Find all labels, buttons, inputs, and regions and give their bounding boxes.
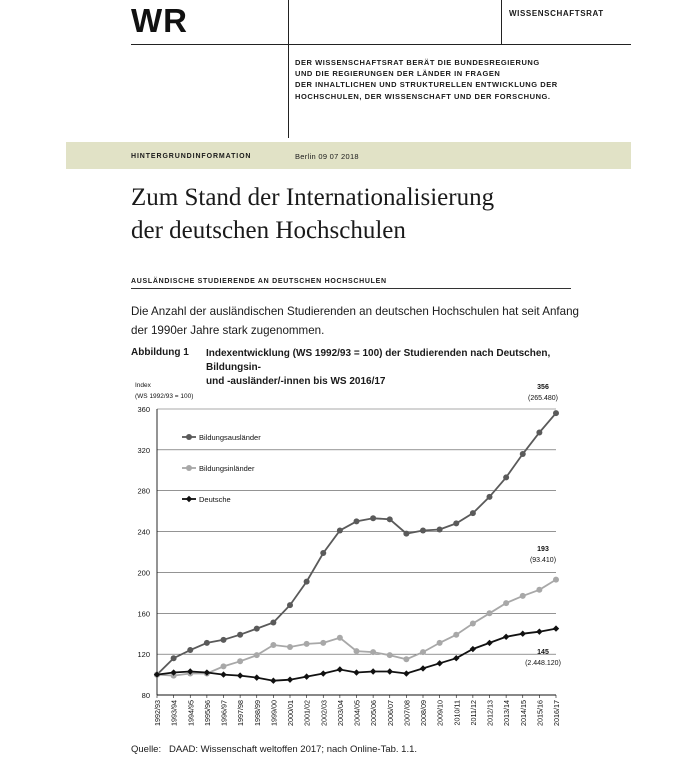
- x-tick-label: 1994/95: [186, 700, 196, 726]
- y-tick-label: 280: [137, 486, 150, 496]
- data-point: [237, 632, 243, 638]
- data-point: [254, 626, 260, 632]
- data-point: [503, 474, 509, 480]
- data-point: [354, 648, 360, 654]
- data-point: [270, 678, 276, 684]
- data-point: [487, 610, 493, 616]
- end-labels: [525, 384, 561, 667]
- x-tick-label: 2003/04: [335, 700, 345, 726]
- figure-label: Abbildung 1: [131, 347, 189, 358]
- data-point: [304, 641, 310, 647]
- data-point: [553, 625, 559, 631]
- mission-line: DER INHALTLICHEN UND STRUKTURELLEN ENTWICKLUNG DER: [295, 80, 558, 90]
- data-point: [487, 494, 493, 500]
- x-tick-label: 2007/08: [402, 700, 412, 726]
- x-tick-label: 1992/93: [153, 700, 162, 726]
- title-line: Zum Stand der Internationalisierung: [131, 184, 495, 211]
- mission-line: UND DIE REGIERUNGEN DER LÄNDER IN FRAGEN: [295, 69, 501, 79]
- title-line: der deutschen Hochschulen: [131, 217, 406, 244]
- legend-marker: [186, 434, 192, 440]
- x-tick-label: 1999/00: [269, 700, 279, 726]
- data-point: [370, 649, 376, 655]
- y-axis-label: Index: [135, 382, 151, 389]
- band-label: HINTERGRUNDINFORMATION: [131, 153, 252, 160]
- source-text: DAAD: Wissenschaft weltoffen 2017; nach Online-Tab. 1.1.: [169, 744, 418, 755]
- data-point: [520, 631, 526, 637]
- data-point: [403, 656, 409, 662]
- data-point: [420, 528, 426, 534]
- legend-label: Bildungsausländer: [199, 433, 261, 442]
- legend-marker: [186, 465, 192, 471]
- data-point: [387, 516, 393, 522]
- x-tick-label: 2016/17: [552, 700, 561, 726]
- caption-line: Indexentwicklung (WS 1992/93 = 100) der Studierenden nach Deutschen, Bildungsin-: [206, 348, 551, 373]
- y-tick-label: 80: [141, 691, 150, 700]
- data-point: [553, 577, 559, 583]
- axes: [137, 405, 561, 726]
- data-point: [536, 429, 542, 435]
- data-point: [221, 637, 227, 643]
- data-point: [536, 628, 542, 634]
- legend-label: Deutsche: [199, 495, 231, 504]
- source-label: Quelle:: [131, 744, 162, 755]
- data-point: [287, 602, 293, 608]
- data-point: [303, 673, 309, 679]
- data-point: [553, 410, 559, 416]
- data-point: [237, 658, 243, 664]
- x-tick-label: 2011/12: [468, 700, 478, 726]
- series-line: [157, 580, 556, 676]
- data-point: [470, 510, 476, 516]
- x-tick-label: 2009/10: [435, 700, 445, 726]
- data-point: [204, 640, 210, 646]
- x-tick-label: 2002/03: [319, 700, 329, 726]
- data-point: [337, 635, 343, 641]
- end-label-count: (265.480): [528, 395, 558, 402]
- data-point: [220, 671, 226, 677]
- data-point: [453, 632, 459, 638]
- x-tick-label: 2010/11: [452, 700, 462, 726]
- data-point: [470, 621, 476, 627]
- data-point: [187, 647, 193, 653]
- y-tick-label: 160: [137, 609, 150, 619]
- data-point: [353, 669, 359, 675]
- data-point: [221, 663, 227, 669]
- data-point: [320, 670, 326, 676]
- data-point: [237, 672, 243, 678]
- x-tick-label: 1997/98: [236, 700, 246, 726]
- y-tick-label: 200: [137, 568, 150, 578]
- y-tick-label: 320: [137, 445, 150, 455]
- mission-line: HOCHSCHULEN, DER WISSENSCHAFT UND DER FORSCHUNG.: [295, 91, 551, 101]
- series-line: [157, 413, 556, 674]
- y-axis-label: (WS 1992/93 = 100): [135, 393, 194, 400]
- data-point: [370, 515, 376, 521]
- x-tick-label: 2006/07: [385, 700, 395, 726]
- x-tick-label: 2008/09: [419, 700, 428, 726]
- y-tick-label: 360: [137, 405, 150, 414]
- data-point: [403, 670, 409, 676]
- data-point: [536, 587, 542, 593]
- data-point: [420, 665, 426, 671]
- data-point: [320, 640, 326, 646]
- band-date: Berlin 09 07 2018: [295, 152, 359, 161]
- data-point: [503, 634, 509, 640]
- data-point: [320, 550, 326, 556]
- data-point: [520, 593, 526, 599]
- data-point: [354, 518, 360, 524]
- x-tick-label: 2005/06: [369, 700, 379, 726]
- organization-name: WISSENSCHAFTSRAT: [509, 9, 604, 18]
- legend-marker: [186, 496, 192, 502]
- x-tick-label: 2004/05: [352, 700, 362, 726]
- legend: [182, 433, 261, 504]
- data-point: [387, 668, 393, 674]
- y-tick-label: 240: [137, 527, 150, 537]
- y-tick-label: 120: [137, 650, 150, 660]
- x-tick-label: 2001/02: [302, 700, 312, 726]
- intro-line: Die Anzahl der ausländischen Studierenden an deutschen Hochschulen hat seit Anfang: [131, 305, 579, 318]
- logo: WR: [131, 2, 188, 39]
- x-tick-label: 2000/01: [286, 700, 295, 726]
- end-label-value: 193: [537, 546, 549, 553]
- end-label-count: (2.448.120): [525, 660, 561, 667]
- data-point: [370, 668, 376, 674]
- x-tick-label: 1993/94: [169, 700, 179, 726]
- x-tick-label: 1996/97: [219, 700, 229, 726]
- data-point: [486, 640, 492, 646]
- data-point: [287, 676, 293, 682]
- x-tick-label: 2014/15: [518, 700, 528, 726]
- legend-label: Bildungsinländer: [199, 464, 255, 473]
- caption-line: und -ausländer/-innen bis WS 2016/17: [206, 376, 386, 387]
- data-point: [254, 652, 260, 658]
- intro-line: der 1990er Jahre stark zugenommen.: [131, 324, 325, 337]
- end-label-count: (93.410): [529, 557, 557, 564]
- grid: [157, 409, 556, 654]
- data-point: [403, 531, 409, 537]
- data-point: [254, 674, 260, 680]
- x-tick-label: 2015/16: [535, 700, 545, 726]
- x-tick-label: 2013/14: [502, 700, 512, 726]
- data-point: [270, 619, 276, 625]
- data-point: [453, 520, 459, 526]
- end-label-value: 145: [537, 649, 549, 656]
- data-point: [171, 655, 177, 661]
- data-point: [436, 660, 442, 666]
- data-point: [270, 642, 276, 648]
- data-point: [387, 652, 393, 658]
- data-point: [420, 649, 426, 655]
- data-point: [437, 640, 443, 646]
- x-tick-label: 1995/96: [202, 700, 212, 726]
- end-label-value: 356: [537, 384, 549, 391]
- x-tick-label: 1998/99: [252, 700, 262, 726]
- data-point: [337, 666, 343, 672]
- data-point: [287, 644, 293, 650]
- x-tick-label: 2012/13: [485, 700, 495, 726]
- data-point: [304, 579, 310, 585]
- data-point: [520, 451, 526, 457]
- data-point: [503, 600, 509, 606]
- section-heading: AUSLÄNDISCHE STUDIERENDE AN DEUTSCHEN HOCHSCHULEN: [131, 278, 387, 285]
- series-layer: [154, 410, 559, 684]
- mission-line: DER WISSENSCHAFTSRAT BERÄT DIE BUNDESREGIERUNG: [295, 58, 540, 67]
- data-point: [337, 528, 343, 534]
- data-point: [437, 527, 443, 533]
